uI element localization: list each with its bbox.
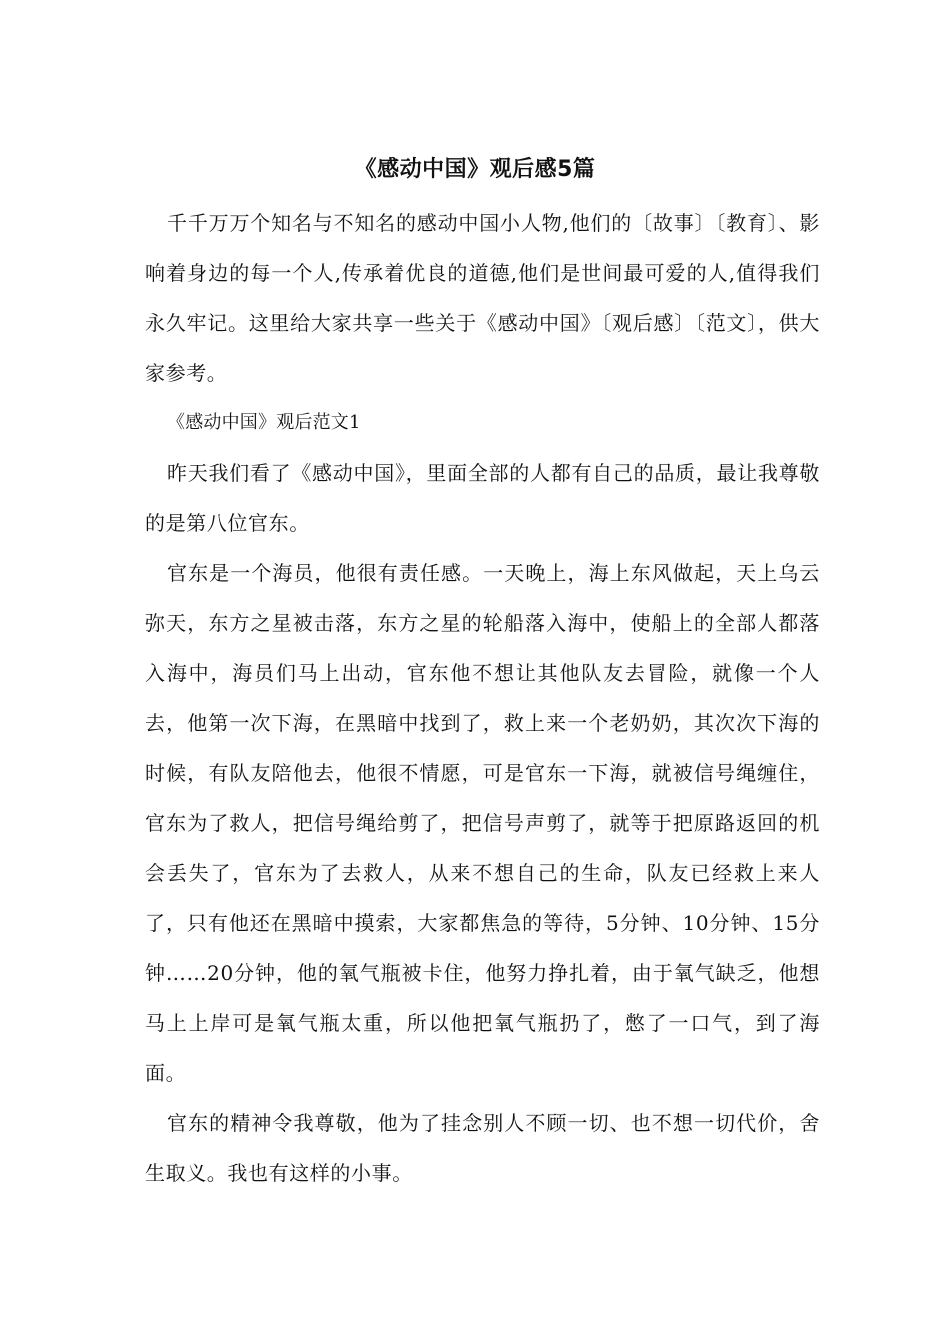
section-heading: 《感动中国》观后范文1 — [167, 412, 361, 433]
body-paragraph-3: 官东的精神令我尊敬，他为了挂念别人不顾一切、也不想一切代价，舍生取义。我也有这样的小事。 — [145, 1111, 820, 1185]
document-body — [145, 198, 820, 1198]
body-paragraph-2: 官东是一个海员，他很有责任感。一天晚上，海上东风做起，天上乌云弥天，东方之星被击落，东方之星的轮船落入海中，使船上的全部人都落入海中，海员们马上出动，官东他不想让其他队友去冒险，就像一个人去，他第一次下海，在黑暗中找到了，救上来一个老奶奶，其次次下海的时候，有队友陪他去，他很不情愿，可是官东一下海，就被信号绳缠住，官东为了救人，把信号绳给剪了，把信号声剪了，就等于把原路返回的机会丢失了，官东为了去救人，从来不想自己的生命，队友已经救上来人了，只有他还在黑暗中摸索，大家都焦急的等待，5分钟、10分钟、15分钟……20分钟，他的氧气瓶被卡住，他努力挣扎着，由于氧气缺乏，他想马上上岸可是氧气瓶太重，所以他把氧气瓶扔了，憋了一口气，到了海面。 — [145, 561, 820, 1085]
document-title: 《感动中国》观后感5篇 — [354, 157, 596, 182]
body-paragraph-1: 昨天我们看了《感动中国》，里面全部的人都有自己的品质，最让我尊敬的是第八位官东。 — [145, 461, 820, 535]
intro-paragraph: 千千万万个知名与不知名的感动中国小人物,他们的〔故事〕〔教育〕、影响着身边的每一个人,传承着优良的道德,他们是世间最可爱的人,值得我们永久牢记。这里给大家共享一些关于《感动中国》〔观后感〕〔范文〕，供大家参考。 — [145, 211, 820, 385]
